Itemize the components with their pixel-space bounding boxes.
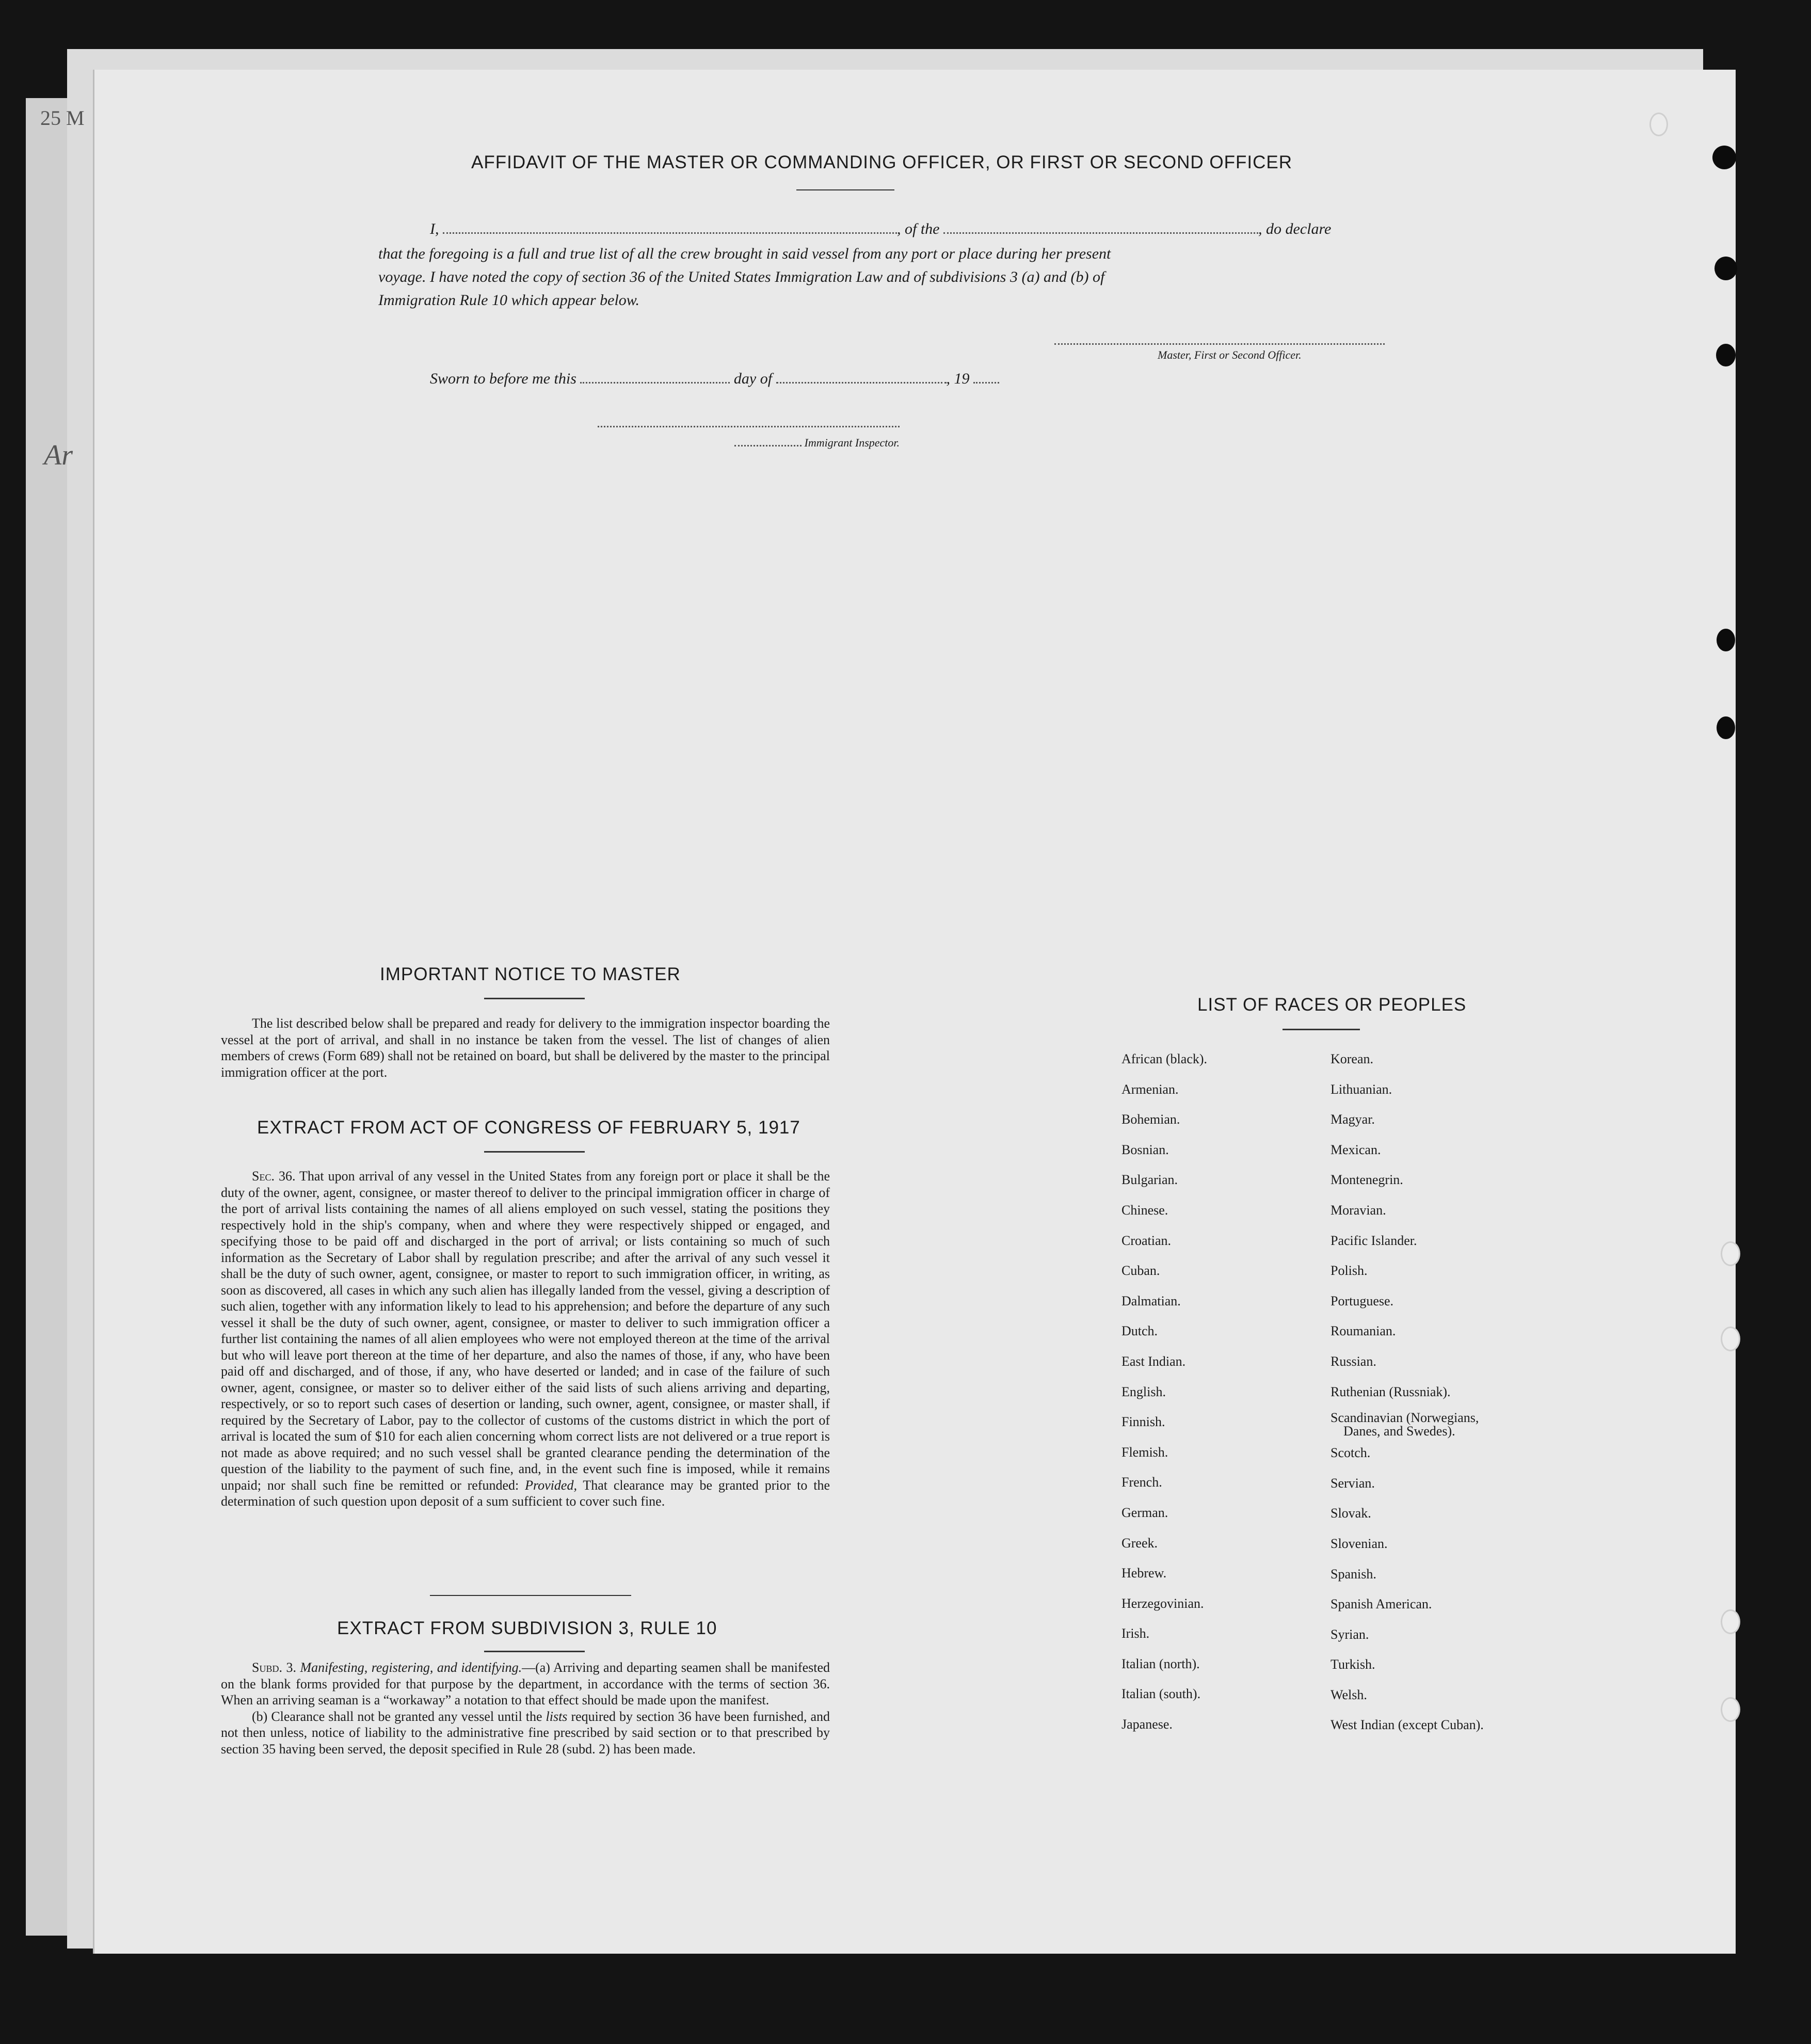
rule-subd-label: Subd. 3. — [252, 1660, 296, 1675]
rule-para-b-2: required by section 36 have been furnished, and not then unless, notice of liability to the administrative fine prescribed by said section or to that prescribed by section 35 having been served, the deposit specified in Rule 28 (subd. 2) has been made. — [221, 1708, 830, 1756]
race-item: Japanese. — [1121, 1717, 1173, 1732]
act-title: EXTRACT FROM ACT OF CONGRESS OF FEBRUARY 5, 1917 — [257, 1117, 800, 1138]
rule-text — [221, 1659, 830, 1757]
binder-hole-outline — [1721, 1609, 1740, 1634]
races-right-column — [1331, 1044, 1484, 1740]
form-page — [93, 70, 1736, 1954]
notice-title: IMPORTANT NOTICE TO MASTER — [380, 964, 681, 984]
race-item: Mexican. — [1331, 1142, 1381, 1157]
act-proviso-text: That clearance may be granted prior to the determination of such question upon deposit of a sum sufficient to cover such fine. — [221, 1477, 830, 1509]
race-item: West Indian (except Cuban). — [1331, 1717, 1484, 1733]
race-item: Herzegovinian. — [1121, 1595, 1204, 1611]
inspector-signature-line[interactable] — [598, 426, 900, 427]
race-item: Irish. — [1121, 1626, 1150, 1641]
race-item: Ruthenian (Russniak). — [1331, 1384, 1451, 1399]
inspector-caption-dots — [734, 445, 802, 446]
race-item: Russian. — [1331, 1353, 1376, 1369]
notice-paragraph: The list described below shall be prepared and ready for delivery to the immigration inspector boarding the vessel at the port of arrival, and shall in no instance be taken from the vessel. The list of changes of alien members of crews (Form 689) shall not be retained on board, but shall be delivered by the master to the principal immigration officer at the port. — [221, 1016, 830, 1080]
sworn-day-blank[interactable] — [580, 382, 730, 384]
race-item: Bohemian. — [1121, 1112, 1180, 1127]
race-item: Dutch. — [1121, 1323, 1158, 1339]
race-item: Danes, and Swedes). — [1343, 1424, 1455, 1439]
margin-note-2: Ar — [44, 439, 73, 471]
inspector-caption-line — [734, 436, 900, 450]
signature-line[interactable] — [1054, 343, 1385, 345]
binder-hole — [1716, 344, 1736, 366]
race-item: Roumanian. — [1331, 1323, 1396, 1339]
race-item: Servian. — [1331, 1475, 1375, 1491]
binder-hole-outline — [1721, 1327, 1740, 1351]
binder-hole — [1717, 629, 1735, 651]
act-title-rule — [484, 1151, 585, 1153]
race-item: Magyar. — [1331, 1112, 1375, 1127]
race-item: Dalmatian. — [1121, 1293, 1181, 1308]
race-item: Italian (south). — [1121, 1686, 1201, 1702]
affidavit-line-2: that the foregoing is a full and true list of all the crew brought in said vessel from any port or place during her present — [378, 245, 1111, 262]
race-item: Korean. — [1331, 1051, 1374, 1066]
binder-hole — [1712, 146, 1736, 169]
race-item: Bulgarian. — [1121, 1172, 1178, 1188]
act-end-rule — [430, 1595, 631, 1596]
binder-hole-outline — [1721, 1697, 1740, 1722]
sworn-year-label: , 19 — [946, 370, 970, 387]
race-item: Greek. — [1121, 1535, 1158, 1551]
race-item: Polish. — [1331, 1263, 1368, 1279]
rule-para-a-prefix: —(a) — [522, 1660, 550, 1675]
race-item: Finnish. — [1121, 1414, 1165, 1430]
race-item: East Indian. — [1121, 1353, 1186, 1369]
race-item: Welsh. — [1331, 1687, 1367, 1702]
races-title-rule — [1283, 1029, 1360, 1030]
race-item: Scandinavian (Norwegians, — [1331, 1410, 1479, 1426]
rule-para-b-lists: lists — [546, 1708, 568, 1724]
race-item: Moravian. — [1331, 1202, 1386, 1218]
act-section-body: That upon arrival of any vessel in the United States from any foreign port or place it shall be the duty of the owner, agent, consignee, or master thereof to deliver to the principal immigration officer in charge of the port of arrival lists containing the names of all aliens employed on such vessel, stating the positions they respectively hold in the ship's company, when and where they were respectively shipped or engaged, and specifying those to be paid off and discharged in the port of arrival; or lists containing so much of such information as the Secretary of Labor shall by regulation prescribe; and after the arrival of any such vessel it shall be the duty of such owner, agent, consignee, or master to report to such immigration officer, in writing, as soon as discovered, all cases in which any such alien has illegally landed from the vessel, giving a description of such alien, together with any information likely to lead to his apprehension; and before the departure of any such vessel it shall be the duty of such owner, agent, consignee, or master to deliver to such immigration officer a further list containing the names of all alien employees who were not employed thereon at the time of the arrival but who will leave port thereon at the time of her departure, and also the names of those, if any, who have been paid off and discharged, and of those, if any, who have deserted or landed; and in case of the failure of such owner, agent, consignee, or master so to deliver either of the said lists of such aliens arriving and departing, respectively, or so to report such cases of desertion or landing, such owner, agent, consignee, or master shall, if required by the Secretary of Labor, pay to the collector of customs of the customs district in which the port of arrival is located the sum of $10 for each alien concerning whom correct lists are not delivered or a true report is not made as above required; and no such vessel shall be granted clearance pending the determination of the question of the liability to the payment of such fine, and, in the event such fine is imposed, while it remains unpaid; nor shall such fine be remitted or refunded: — [221, 1169, 830, 1493]
notice-title-rule — [484, 998, 585, 999]
race-item: German. — [1121, 1505, 1168, 1520]
rule-title-rule — [484, 1651, 585, 1652]
notice-text — [221, 1015, 830, 1080]
race-item: Pacific Islander. — [1331, 1233, 1417, 1248]
sworn-year-blank[interactable] — [973, 382, 999, 384]
affidavit-i-label: I, — [430, 220, 439, 237]
race-item: Syrian. — [1331, 1626, 1369, 1642]
rule-para-b-prefix: (b) — [252, 1708, 268, 1724]
race-item: Portuguese. — [1331, 1293, 1394, 1308]
affidavit-declare-label: , do declare — [1258, 220, 1332, 237]
race-item: Flemish. — [1121, 1444, 1168, 1460]
binder-hole — [1717, 716, 1735, 739]
sworn-prefix: Sworn to before me this — [430, 370, 576, 387]
race-item: English. — [1121, 1384, 1166, 1399]
binder-hole-outline — [1649, 113, 1668, 136]
race-item: Spanish. — [1331, 1566, 1376, 1582]
vessel-blank[interactable] — [943, 232, 1258, 234]
races-title: LIST OF RACES OR PEOPLES — [1197, 995, 1467, 1015]
race-item: Italian (north). — [1121, 1656, 1200, 1671]
race-item: African (black). — [1121, 1051, 1208, 1066]
race-item: Bosnian. — [1121, 1142, 1169, 1157]
rule-para-a: Arriving and departing seamen shall be manifested on the blank forms provided for that purpose by the department, in accordance with the terms of section 36. When an arriving seaman is a “workaway” a notation to that effect should be made upon the manifest. — [221, 1660, 830, 1707]
sworn-day-of: day of — [733, 370, 773, 387]
rule-title: EXTRACT FROM SUBDIVISION 3, RULE 10 — [337, 1618, 717, 1638]
margin-note-1: 25 M — [40, 106, 85, 130]
race-item: French. — [1121, 1475, 1162, 1490]
name-blank[interactable] — [443, 232, 897, 234]
binder-hole — [1714, 257, 1737, 280]
act-proviso-label: Provided, — [525, 1477, 577, 1493]
act-section-label: Sec. 36. — [252, 1169, 296, 1184]
rule-subd-heading: Manifesting, registering, and identifying. — [300, 1660, 522, 1675]
race-item: Cuban. — [1121, 1263, 1160, 1279]
rule-para-b-1: Clearance shall not be granted any vessel until the — [271, 1708, 542, 1724]
race-item: Hebrew. — [1121, 1566, 1167, 1581]
race-item: Montenegrin. — [1331, 1172, 1403, 1188]
affidavit-line-3: voyage. I have noted the copy of section 36 of the United States Immigration Law and of subdivisions 3 (a) and (b) of — [378, 268, 1105, 285]
sworn-line — [430, 370, 999, 388]
affidavit-line-4: Immigration Rule 10 which appear below. — [378, 292, 640, 309]
sworn-month-blank[interactable] — [776, 382, 947, 384]
race-item: Scotch. — [1331, 1445, 1371, 1461]
race-item: Spanish American. — [1331, 1596, 1432, 1612]
affidavit-title-rule — [796, 189, 894, 190]
race-item: Slovak. — [1331, 1506, 1371, 1521]
affidavit-title: AFFIDAVIT OF THE MASTER OR COMMANDING OFFICER, OR FIRST OR SECOND OFFICER — [471, 152, 1293, 172]
act-text — [221, 1168, 830, 1510]
affidavit-of-the-label: , of the — [897, 220, 940, 237]
inspector-caption: Immigrant Inspector. — [804, 436, 900, 449]
race-item: Lithuanian. — [1331, 1081, 1392, 1097]
race-item: Armenian. — [1121, 1081, 1179, 1097]
affidavit-line-1 — [430, 220, 1483, 238]
binder-hole-outline — [1721, 1241, 1740, 1266]
races-left-column — [1121, 1044, 1207, 1740]
race-item: Croatian. — [1121, 1233, 1172, 1248]
race-item: Slovenian. — [1331, 1536, 1388, 1551]
race-item: Chinese. — [1121, 1202, 1168, 1218]
race-item: Turkish. — [1331, 1657, 1375, 1672]
signature-caption: Master, First or Second Officer. — [1158, 348, 1302, 361]
